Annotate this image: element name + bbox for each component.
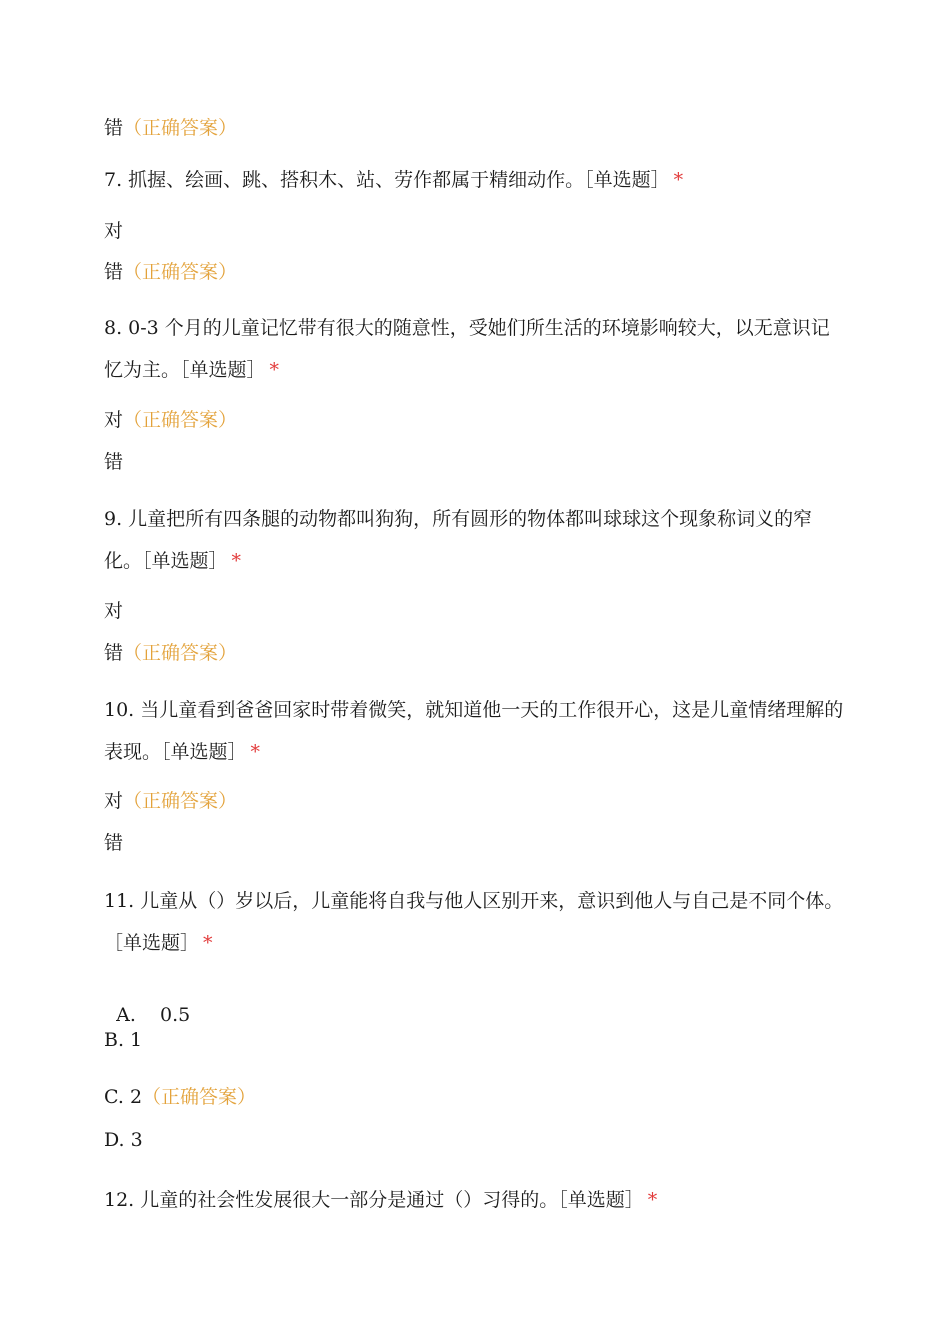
- correct-answer-tag: （正确答案）: [123, 117, 238, 139]
- question-text: 9. 儿童把所有四条腿的动物都叫狗狗，所有圆形的物体都叫球球这个现象称词义的窄化。［单选题］: [104, 508, 813, 572]
- question-8: [104, 307, 844, 391]
- correct-answer-tag: （正确答案）: [142, 1086, 257, 1108]
- question-text: 8. 0-3 个月的儿童记忆带有很大的随意性，受她们所生活的环境影响较大，以无意识记忆为主。［单选题］: [104, 317, 830, 381]
- question-text: 12. 儿童的社会性发展很大一部分是通过（）习得的。［单选题］: [104, 1189, 644, 1211]
- option-label: 对: [104, 600, 124, 622]
- required-mark: *: [647, 1189, 658, 1211]
- question-11: [104, 880, 844, 964]
- q9-option-wrong[interactable]: [104, 644, 237, 663]
- required-mark: *: [250, 741, 261, 763]
- q8-option-wrong[interactable]: [104, 453, 123, 472]
- option-label: 对: [104, 790, 124, 812]
- option-label: 错: [104, 117, 124, 139]
- correct-answer-tag: （正确答案）: [123, 261, 238, 283]
- option-label: D. 3: [104, 1129, 143, 1151]
- option-label: 对: [104, 220, 124, 242]
- q11-option-b[interactable]: [104, 1031, 142, 1050]
- required-mark: *: [269, 359, 280, 381]
- correct-answer-tag: （正确答案）: [123, 790, 238, 812]
- question-9: [104, 498, 844, 582]
- required-mark: *: [231, 550, 242, 572]
- q10-option-wrong[interactable]: [104, 834, 123, 853]
- q11-option-c[interactable]: [104, 1088, 256, 1107]
- question-10: [104, 689, 844, 773]
- required-mark: *: [673, 169, 684, 191]
- q9-option-right[interactable]: [104, 602, 123, 621]
- question-7: [104, 171, 683, 190]
- required-mark: *: [203, 932, 213, 954]
- q6-option-wrong[interactable]: [104, 119, 237, 138]
- option-label: A. 0.5: [116, 1004, 191, 1026]
- option-label: B. 1: [104, 1029, 143, 1051]
- correct-answer-tag: （正确答案）: [123, 642, 238, 664]
- q7-option-wrong[interactable]: [104, 263, 237, 282]
- option-label: 错: [104, 832, 124, 854]
- option-label: C. 2: [104, 1086, 143, 1108]
- option-label: 错: [104, 642, 124, 664]
- option-label: 错: [104, 451, 124, 473]
- question-text: 11. 儿童从（）岁以后，儿童能将自我与他人区别开来，意识到他人与自己是不同个体。［单选题］: [104, 890, 844, 954]
- option-label: 错: [104, 261, 124, 283]
- option-label: 对: [104, 409, 124, 431]
- q7-option-right[interactable]: [104, 222, 123, 241]
- q8-option-right[interactable]: [104, 411, 237, 430]
- q11-option-a[interactable]: [104, 987, 190, 1025]
- question-text: 7. 抓握、绘画、跳、搭积木、站、劳作都属于精细动作。［单选题］: [104, 169, 670, 191]
- question-12: [104, 1191, 657, 1210]
- correct-answer-tag: （正确答案）: [123, 409, 238, 431]
- q11-option-d[interactable]: [104, 1131, 143, 1150]
- question-text: 10. 当儿童看到爸爸回家时带着微笑，就知道他一天的工作很开心，这是儿童情绪理解的表现。［单选题］: [104, 699, 844, 763]
- q10-option-right[interactable]: [104, 792, 237, 811]
